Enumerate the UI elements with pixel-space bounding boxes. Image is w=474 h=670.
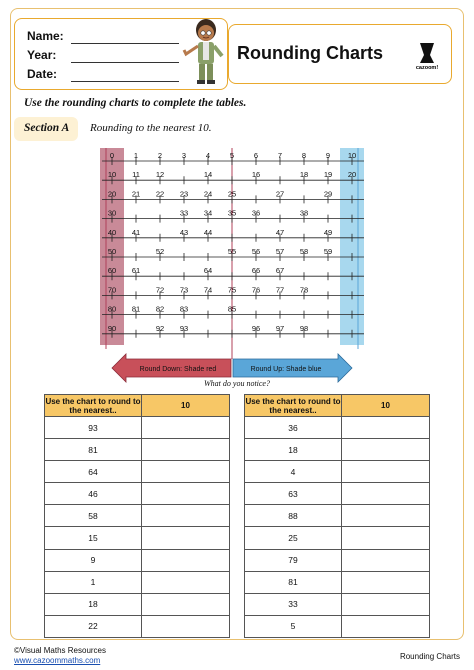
chart-number: 43 [179, 227, 189, 237]
footer-website[interactable]: www.cazoommaths.com [14, 656, 101, 665]
answer-cell[interactable] [142, 461, 230, 483]
chart-number: 10 [107, 170, 117, 180]
chart-number: 10 [347, 151, 357, 160]
chart-number: 75 [227, 285, 237, 295]
chart-number: 2 [157, 151, 163, 160]
chart-number: 66 [251, 266, 261, 276]
number-cell: 4 [245, 461, 342, 483]
answer-cell[interactable] [142, 571, 230, 593]
chart-number: 61 [131, 266, 141, 276]
chart-number: 7 [277, 151, 283, 160]
table-row [245, 571, 430, 593]
chart-number: 23 [179, 189, 189, 199]
chart-number: 60 [107, 266, 117, 276]
section-description: Rounding to the nearest 10. [90, 122, 212, 134]
chart-number: 96 [251, 323, 261, 333]
answer-cell[interactable] [342, 549, 430, 571]
chart-number: 50 [107, 247, 117, 256]
answer-cell[interactable] [342, 593, 430, 615]
table-row [45, 505, 230, 527]
answer-cell[interactable] [342, 505, 430, 527]
chart-number: 16 [251, 170, 261, 180]
chart-number: 70 [107, 285, 117, 295]
answer-cell[interactable] [142, 527, 230, 549]
chart-number: 3 [181, 151, 187, 160]
name-label: Name: [27, 29, 64, 43]
chart-number: 52 [155, 247, 165, 256]
chart-number: 55 [227, 247, 237, 256]
table-row [245, 615, 430, 637]
chart-number: 12 [155, 170, 165, 180]
chart-number: 0 [109, 151, 115, 160]
answer-cell[interactable] [342, 571, 430, 593]
chart-number: 18 [299, 170, 309, 180]
chart-number: 93 [179, 323, 189, 333]
table-row [45, 461, 230, 483]
footer-right [400, 652, 460, 661]
date-label: Date: [27, 67, 58, 81]
number-cell: 25 [245, 527, 342, 549]
table-row [245, 527, 430, 549]
chart-number: 5 [229, 151, 235, 160]
number-cell: 1 [45, 571, 142, 593]
chart-number: 58 [299, 247, 309, 256]
chart-number: 81 [131, 304, 141, 314]
page-title: Rounding Charts [237, 43, 383, 63]
right-table-header-question: Use the chart to round to the nearest.. [245, 396, 341, 415]
number-cell: 81 [245, 571, 342, 593]
table-row [245, 593, 430, 615]
answer-cell[interactable] [342, 483, 430, 505]
answer-cell[interactable] [142, 615, 230, 637]
answer-cell[interactable] [142, 417, 230, 439]
chart-number: 64 [203, 266, 213, 276]
chart-number: 29 [323, 189, 333, 199]
chart-number: 85 [227, 304, 237, 314]
table-row [245, 417, 430, 439]
number-cell: 81 [45, 439, 142, 461]
table-row [45, 571, 230, 593]
chart-number: 78 [299, 285, 309, 295]
logo-text: cazoom! [415, 65, 439, 71]
chart-number: 59 [323, 247, 333, 256]
chart-number: 35 [227, 208, 237, 218]
chart-number: 8 [301, 151, 307, 160]
chart-number: 9 [325, 151, 331, 160]
chart-number: 21 [131, 189, 141, 199]
section-label: Section A [24, 122, 70, 134]
table-row [245, 439, 430, 461]
round-up-label: Round Up: Shade blue [250, 366, 322, 373]
round-down-label: Round Down: Shade red [139, 366, 217, 373]
chart-number: 19 [323, 170, 333, 180]
chart-number: 98 [299, 323, 309, 333]
table-row [245, 505, 430, 527]
number-cell: 22 [45, 615, 142, 637]
answer-cell[interactable] [142, 483, 230, 505]
footer-copyright: ©Visual Maths Resources [14, 646, 107, 655]
chart-number: 4 [205, 151, 211, 160]
chart-number: 33 [179, 208, 189, 218]
chart-number: 76 [251, 285, 261, 295]
chart-number: 14 [203, 170, 213, 180]
right-table-header-value: 10 [342, 395, 430, 417]
answer-cell[interactable] [342, 527, 430, 549]
chart-number: 44 [203, 227, 213, 237]
table-row [45, 527, 230, 549]
number-cell: 63 [245, 483, 342, 505]
answer-cell[interactable] [342, 417, 430, 439]
chart-number: 80 [107, 304, 117, 314]
chart-number: 40 [107, 227, 117, 237]
chart-number: 92 [155, 323, 165, 333]
number-cell: 33 [245, 593, 342, 615]
answer-cell[interactable] [142, 439, 230, 461]
table-row [245, 549, 430, 571]
number-cell: 15 [45, 527, 142, 549]
chart-number: 20 [347, 170, 357, 180]
chart-number: 25 [227, 189, 237, 199]
chart-number: 49 [323, 227, 333, 237]
right-rounding-table [244, 394, 430, 638]
chart-number: 56 [251, 247, 261, 256]
chart-number: 6 [253, 151, 259, 160]
table-row [45, 439, 230, 461]
chart-number: 82 [155, 304, 165, 314]
answer-cell[interactable] [142, 593, 230, 615]
number-cell: 9 [45, 549, 142, 571]
number-cell: 46 [45, 483, 142, 505]
chart-number: 73 [179, 285, 189, 295]
footer-left [14, 646, 106, 666]
chart-number: 30 [107, 208, 117, 218]
answer-cell[interactable] [342, 461, 430, 483]
chart-number: 20 [107, 189, 117, 199]
chart-number: 83 [179, 304, 189, 314]
table-row [45, 549, 230, 571]
table-row [45, 615, 230, 637]
table-row [245, 483, 430, 505]
chart-number: 57 [275, 247, 285, 256]
table-row [245, 461, 430, 483]
chart-number: 27 [275, 189, 285, 199]
chart-number: 24 [203, 189, 213, 199]
chart-number: 22 [155, 189, 165, 199]
answer-cell[interactable] [342, 439, 430, 461]
number-cell: 79 [245, 549, 342, 571]
table-row [45, 417, 230, 439]
left-rounding-table [44, 394, 230, 638]
chart-number: 74 [203, 285, 213, 295]
chart-number: 97 [275, 323, 285, 333]
chart-number: 90 [107, 323, 117, 333]
table-row [45, 483, 230, 505]
notice-text: What do you notice? [204, 379, 270, 388]
left-table-header-value: 10 [142, 395, 230, 417]
number-cell: 58 [45, 505, 142, 527]
chart-number: 72 [155, 285, 165, 295]
chart-number: 38 [299, 208, 309, 218]
chart-number: 36 [251, 208, 261, 218]
chart-number: 41 [131, 227, 141, 237]
instructions: Use the rounding charts to complete the tables. [24, 97, 247, 109]
number-cell: 88 [245, 505, 342, 527]
answer-cell[interactable] [142, 549, 230, 571]
number-cell: 18 [245, 439, 342, 461]
chart-number: 47 [275, 227, 285, 237]
number-cell: 64 [45, 461, 142, 483]
number-cell: 36 [245, 417, 342, 439]
chart-number: 67 [275, 266, 285, 276]
footer-title: Rounding Charts [399, 652, 460, 661]
chart-number: 77 [275, 285, 285, 295]
chart-number: 34 [203, 208, 213, 218]
answer-cell[interactable] [342, 615, 430, 637]
chart-number: 11 [132, 170, 140, 180]
left-table-header-question: Use the chart to round to the nearest.. [45, 396, 141, 415]
number-cell: 18 [45, 593, 142, 615]
table-row [45, 593, 230, 615]
year-label: Year: [27, 48, 57, 62]
chart-number: 1 [133, 151, 139, 160]
number-cell: 5 [245, 615, 342, 637]
answer-cell[interactable] [142, 505, 230, 527]
number-cell: 93 [45, 417, 142, 439]
